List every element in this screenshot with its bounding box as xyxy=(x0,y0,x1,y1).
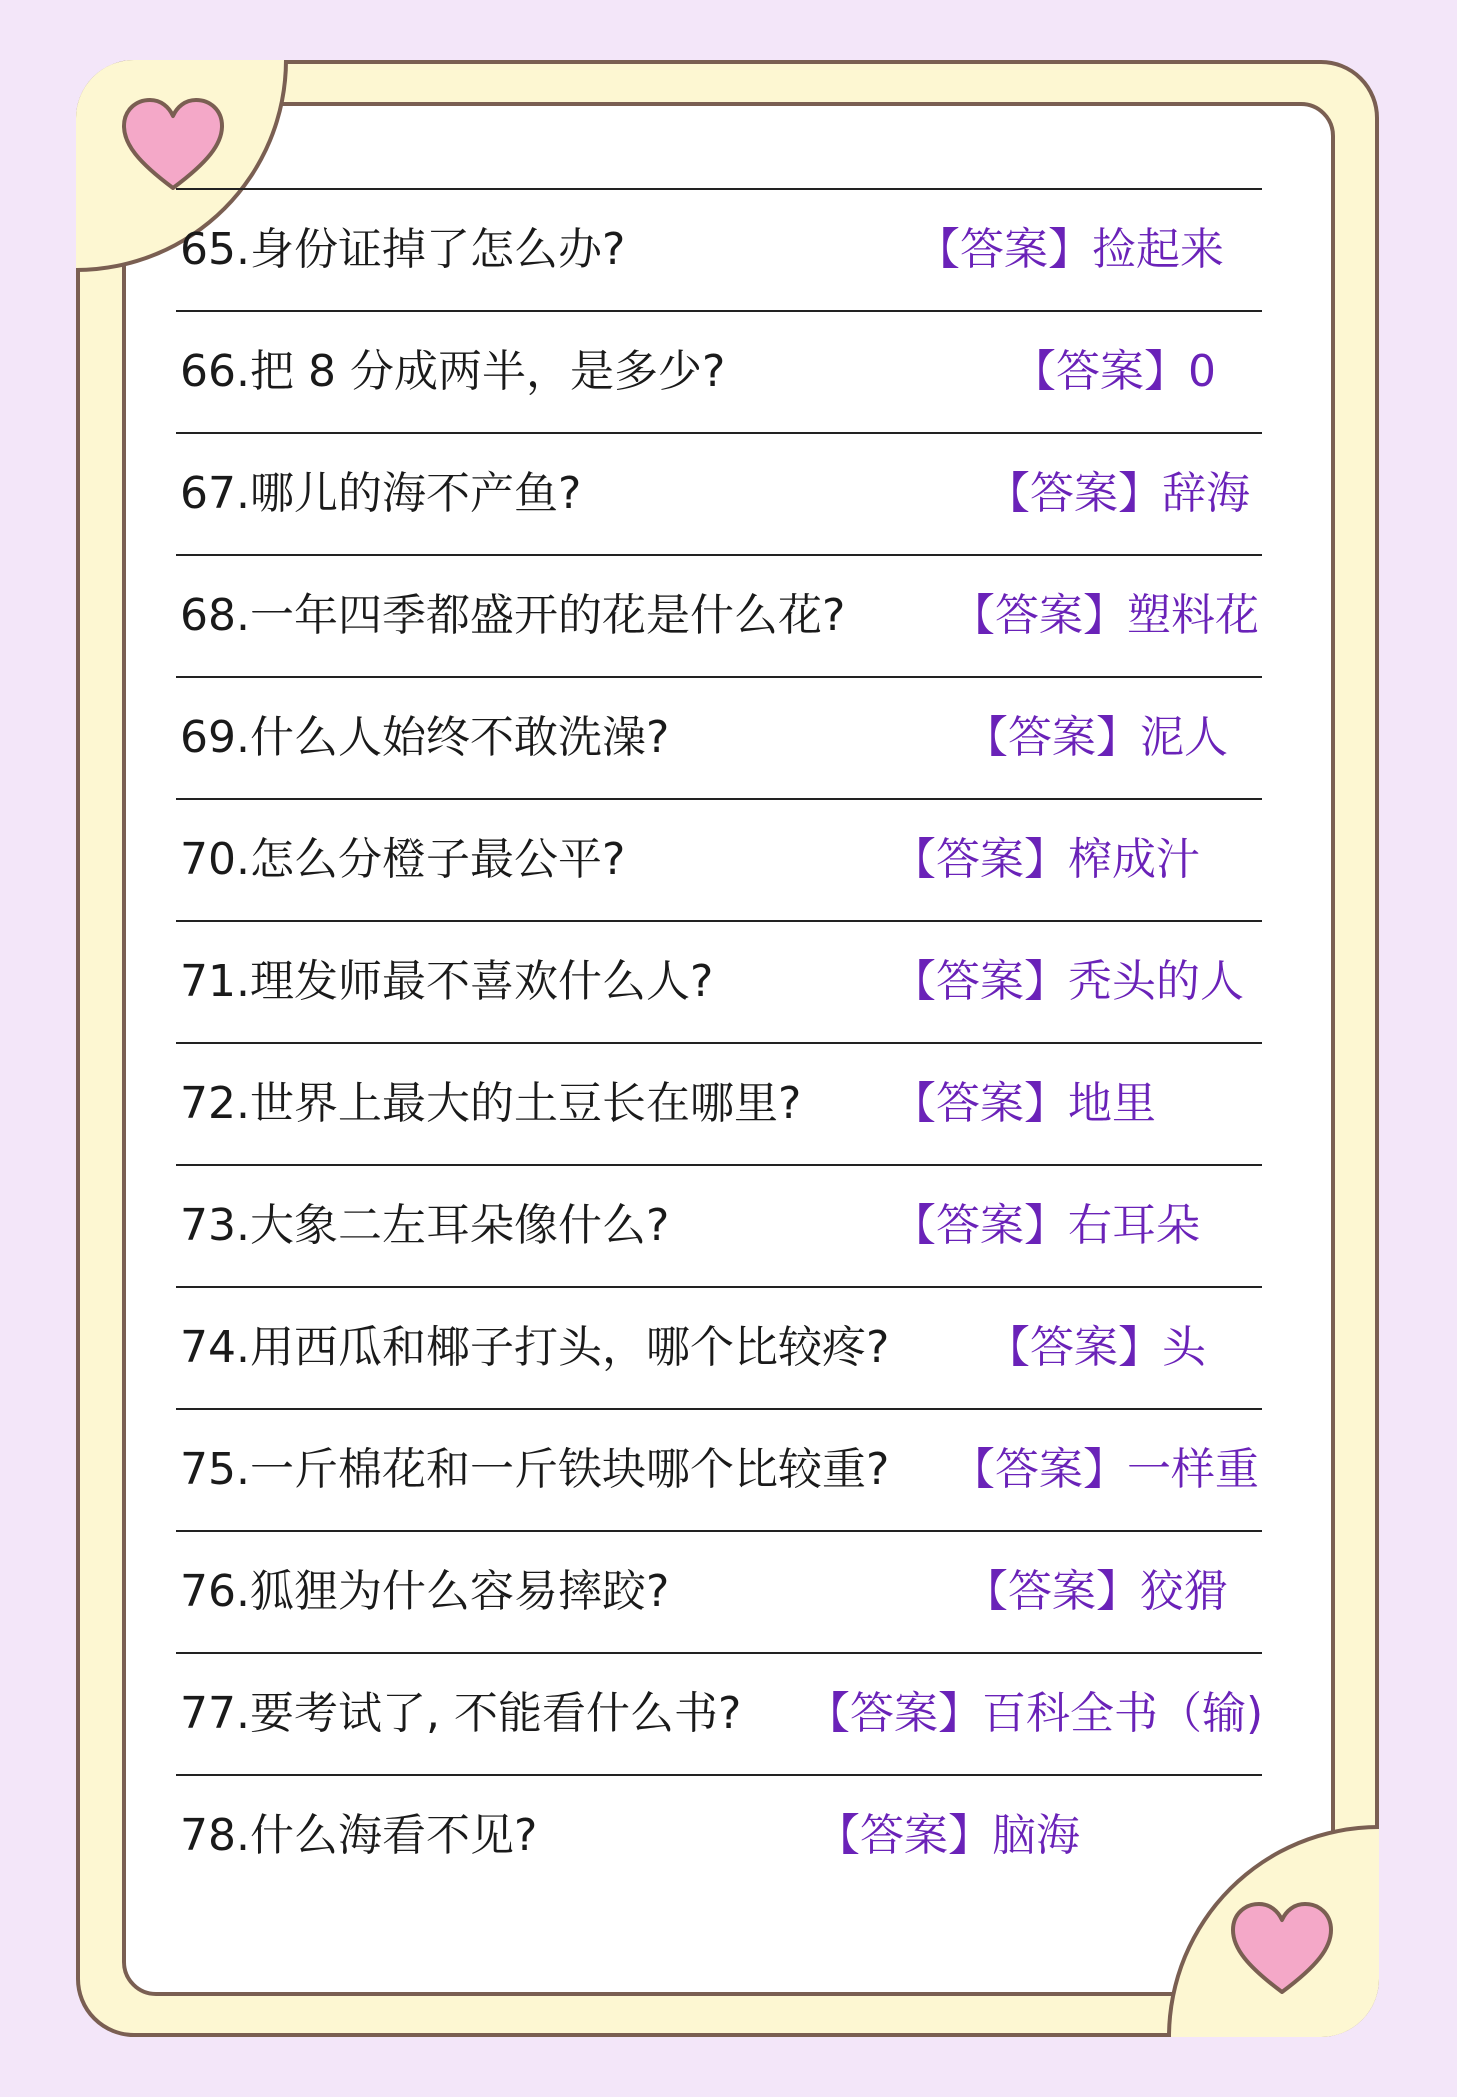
heart-icon xyxy=(1227,1900,1337,2000)
question-text: 73.大象二左耳朵像什么? xyxy=(180,1200,670,1251)
question-text: 68.一年四季都盛开的花是什么花? xyxy=(180,590,846,641)
answer-text: 【答案】泥人 xyxy=(964,712,1228,763)
list-item xyxy=(176,556,1262,678)
list-item xyxy=(176,1166,1262,1288)
list-item xyxy=(176,678,1262,800)
riddle-list xyxy=(176,188,1262,1896)
answer-text: 【答案】右耳朵 xyxy=(892,1200,1200,1251)
answer-text: 【答案】地里 xyxy=(892,1078,1156,1129)
list-item xyxy=(176,1776,1262,1896)
question-text: 72.世界上最大的土豆长在哪里? xyxy=(180,1078,802,1129)
list-item xyxy=(176,312,1262,434)
question-text: 75.一斤棉花和一斤铁块哪个比较重? xyxy=(180,1444,890,1495)
answer-text: 【答案】百科全书（输) xyxy=(806,1688,1264,1739)
question-text: 78.什么海看不见? xyxy=(180,1810,538,1861)
list-item xyxy=(176,190,1262,312)
list-item xyxy=(176,1044,1262,1166)
list-item xyxy=(176,1410,1262,1532)
answer-text: 【答案】脑海 xyxy=(816,1810,1080,1861)
heart-icon xyxy=(118,96,228,196)
question-text: 67.哪儿的海不产鱼? xyxy=(180,468,582,519)
list-item xyxy=(176,434,1262,556)
answer-text: 【答案】0 xyxy=(1012,346,1216,397)
question-text: 74.用西瓜和椰子打头，哪个比较疼? xyxy=(180,1322,890,1373)
question-text: 66.把 8 分成两半，是多少? xyxy=(180,346,726,397)
question-text: 69.什么人始终不敢洗澡? xyxy=(180,712,670,763)
answer-text: 【答案】狡猾 xyxy=(964,1566,1228,1617)
answer-text: 【答案】塑料花 xyxy=(951,590,1259,641)
answer-text: 【答案】一样重 xyxy=(951,1444,1259,1495)
list-item xyxy=(176,1654,1262,1776)
answer-text: 【答案】捡起来 xyxy=(916,224,1224,275)
question-text: 76.狐狸为什么容易摔跤? xyxy=(180,1566,670,1617)
question-text: 70.怎么分橙子最公平? xyxy=(180,834,626,885)
question-text: 71.理发师最不喜欢什么人? xyxy=(180,956,714,1007)
list-item xyxy=(176,800,1262,922)
list-item xyxy=(176,1532,1262,1654)
answer-text: 【答案】头 xyxy=(986,1322,1206,1373)
list-item xyxy=(176,922,1262,1044)
answer-text: 【答案】辞海 xyxy=(986,468,1250,519)
list-item xyxy=(176,1288,1262,1410)
question-text: 65.身份证掉了怎么办? xyxy=(180,224,626,275)
question-text: 77.要考试了, 不能看什么书? xyxy=(180,1688,742,1739)
answer-text: 【答案】榨成汁 xyxy=(892,834,1200,885)
answer-text: 【答案】秃头的人 xyxy=(892,956,1244,1007)
